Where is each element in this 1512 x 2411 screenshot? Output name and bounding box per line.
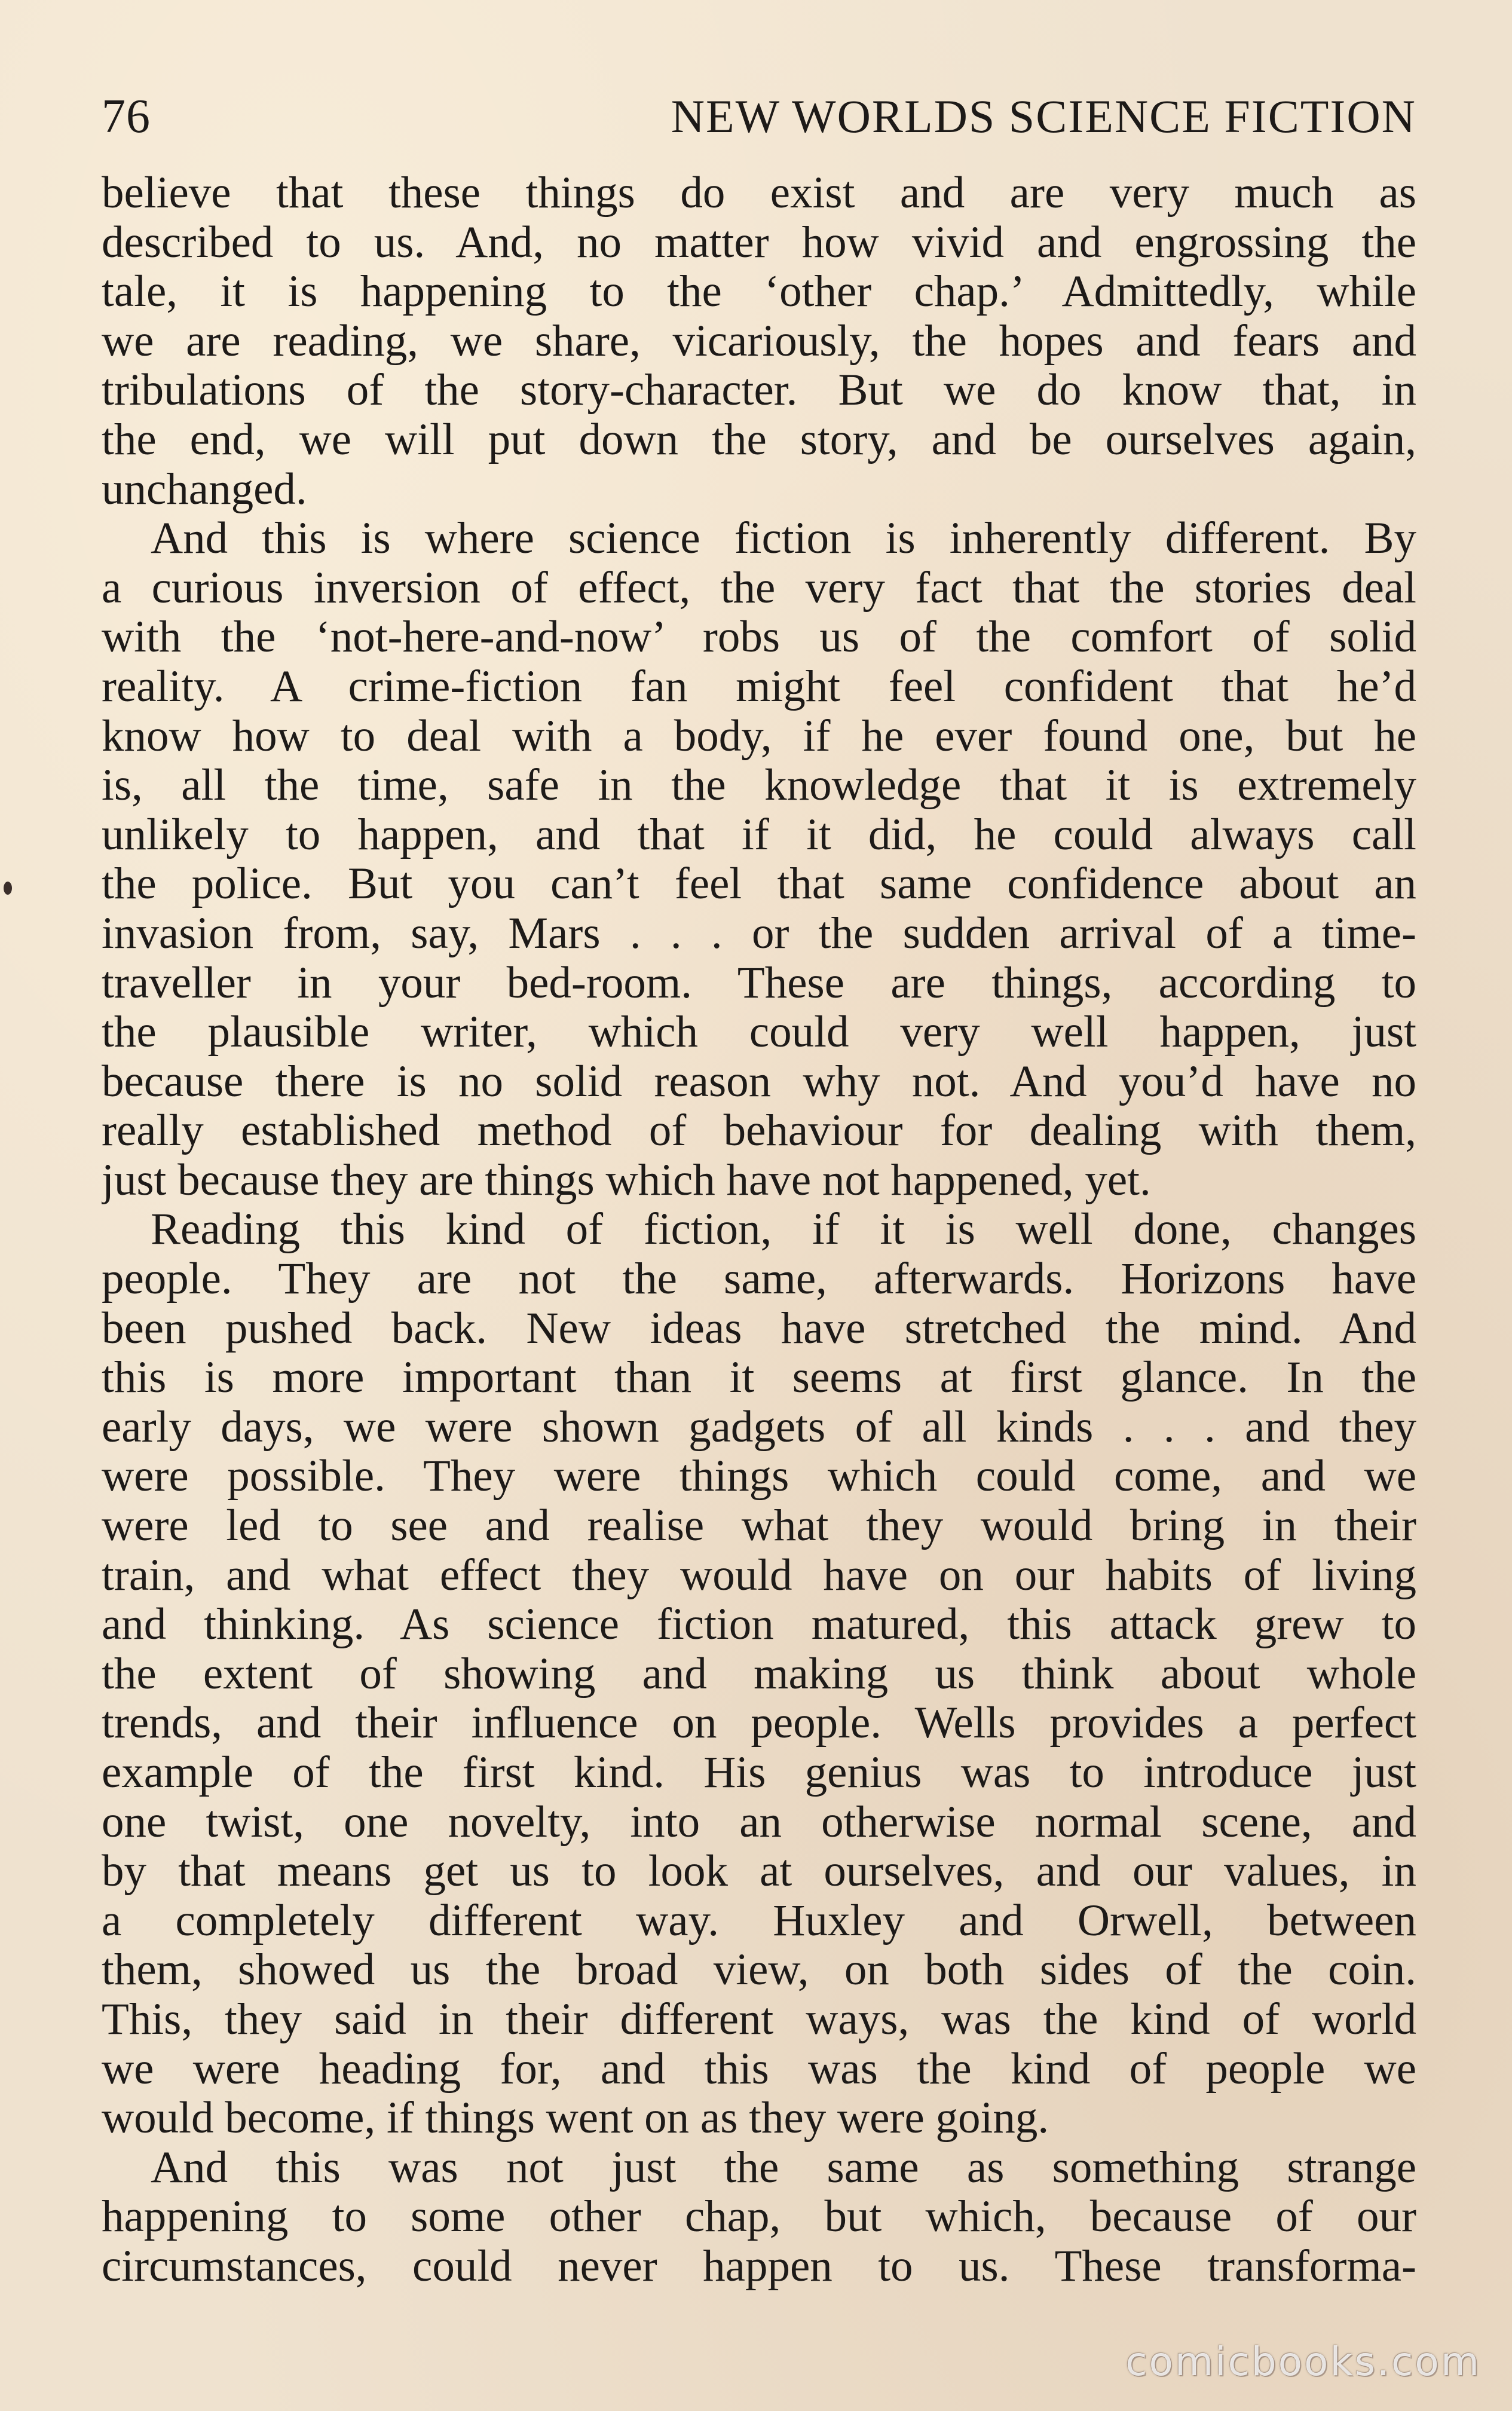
text-line: we are reading, we share, vicariously, the hopes and fears and (102, 316, 1416, 366)
text-line: a completely different way. Huxley and Orwell, between (102, 1896, 1416, 1945)
text-line: people. They are not the same, afterwards. Horizons have (102, 1255, 1416, 1304)
text-line: the end, we will put down the story, and be ourselves again, (102, 415, 1416, 464)
text-line: a curious inversion of effect, the very fact that the stories deal (102, 563, 1416, 613)
text-line: just because they are things which have not happened, yet. (102, 1155, 1151, 1205)
text-line: the police. But you can’t feel that same confidence about an (102, 859, 1416, 909)
book-page (102, 90, 1416, 2337)
text-line: with the ‘not-here-and-now’ robs us of the comfort of solid (102, 613, 1416, 662)
text-line: is, all the time, safe in the knowledge that it is extremely (102, 761, 1416, 810)
article-body (102, 169, 1416, 2291)
paragraph-first-line: Reading this kind of fiction, if it is well done, changes (151, 1205, 1416, 1255)
text-line: know how to deal with a body, if he ever found one, but he (102, 711, 1416, 761)
text-line: been pushed back. New ideas have stretched the mind. And (102, 1304, 1416, 1353)
text-line: one twist, one novelty, into an otherwise normal scene, and (102, 1797, 1416, 1847)
paragraph-first-line: And this is where science fiction is inherently different. By (151, 514, 1416, 564)
text-line: circumstances, could never happen to us. These transforma- (102, 2241, 1416, 2291)
text-line: by that means get us to look at ourselves, and our values, in (102, 1847, 1416, 1896)
text-line: unchanged. (102, 464, 307, 514)
text-line: believe that these things do exist and are very much as (102, 169, 1416, 218)
page-edge-blemish (4, 882, 12, 895)
paragraph-first-line: And this was not just the same as something strange (151, 2143, 1416, 2192)
text-line: because there is no solid reason why not. And you’d have no (102, 1057, 1416, 1106)
text-line: and thinking. As science fiction matured, this attack grew to (102, 1600, 1416, 1650)
text-line: tribulations of the story-character. But we do know that, in (102, 366, 1416, 415)
text-line: this is more important than it seems at first glance. In the (102, 1353, 1416, 1403)
running-head (102, 90, 1416, 155)
text-line: the plausible writer, which could very well happen, just (102, 1008, 1416, 1057)
text-line: train, and what effect they would have on our habits of living (102, 1550, 1416, 1600)
text-line: unlikely to happen, and that if it did, he could always call (102, 810, 1416, 859)
text-line: invasion from, say, Mars . . . or the sudden arrival of a time- (102, 908, 1416, 958)
text-line: early days, we were shown gadgets of all kinds . . . and they (102, 1402, 1416, 1452)
text-line: were possible. They were things which could come, and we (102, 1452, 1416, 1501)
text-line: really established method of behaviour for dealing with them, (102, 1106, 1416, 1156)
text-line: tale, it is happening to the ‘other chap.’ Admittedly, while (102, 267, 1416, 317)
text-line: reality. A crime-fiction fan might feel confident that he’d (102, 662, 1416, 711)
text-line: described to us. And, no matter how vivid and engrossing the (102, 218, 1416, 267)
watermark: comicbooks.com (1125, 2339, 1481, 2385)
page-number: 76 (102, 90, 151, 143)
text-line: example of the first kind. His genius was to introduce just (102, 1748, 1416, 1797)
text-line: the extent of showing and making us think about whole (102, 1649, 1416, 1699)
text-line: This, they said in their different ways, was the kind of world (102, 1994, 1416, 2044)
text-line: traveller in your bed-room. These are things, according to (102, 958, 1416, 1008)
text-line: them, showed us the broad view, on both sides of the coin. (102, 1945, 1416, 1995)
running-title: NEW WORLDS SCIENCE FICTION (671, 90, 1416, 142)
text-line: we were heading for, and this was the kind of people we (102, 2044, 1416, 2094)
text-line: trends, and their influence on people. Wells provides a perfect (102, 1699, 1416, 1748)
text-line: were led to see and realise what they would bring in their (102, 1501, 1416, 1551)
text-line: happening to some other chap, but which, because of our (102, 2192, 1416, 2242)
text-line: would become, if things went on as they were going. (102, 2094, 1049, 2143)
